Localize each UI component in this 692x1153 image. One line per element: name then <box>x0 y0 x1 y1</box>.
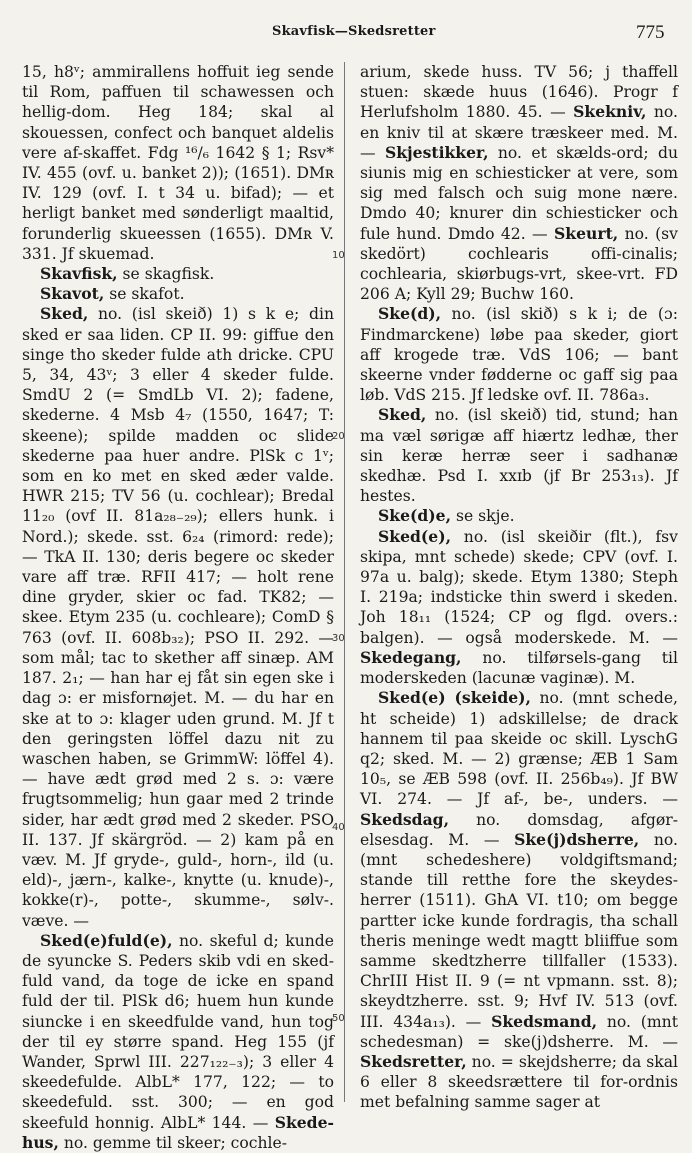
dictionary-entry <box>22 284 334 304</box>
entry-headword: Sked(e)fuld(e), <box>40 930 173 950</box>
dictionary-entry <box>22 931 334 1153</box>
entry-text: no. (mnt schedesman) = ske(j)dsherre. M. — <box>360 1012 678 1051</box>
entry-headword: Skekniv, <box>573 102 647 122</box>
entry-text: no. en kniv til at skære træskeer med. M. — <box>360 103 678 162</box>
line-number-marker: 50 <box>332 1013 345 1024</box>
entry-headword: Skedsdag, <box>360 809 450 829</box>
running-head: Skavfisk—Skedsretter <box>272 24 436 39</box>
entry-text: no. (sv skedört) cochlearis offi-cinalis; cochlearia, skiørbugs-vrt, skee-vrt. FD 206 A; Kyll 29; Buchw 160. <box>360 224 678 304</box>
entry-headword: Skedsretter, <box>360 1051 467 1071</box>
right-column <box>360 62 678 1113</box>
entry-text: se skafot. <box>104 285 185 304</box>
entry-headword: Skavfisk, <box>40 264 118 284</box>
entry-headword: Skjestikker, <box>384 142 489 162</box>
dictionary-entry <box>360 304 678 405</box>
dictionary-entry <box>360 527 678 689</box>
entry-text: no. (mnt schedeshere) voldgiftsmand; stande till retthe fore the skeydes-herrer (1511). GhA VI. t10; om begge partter icke kunde fordragis, tha schall theris meninge wedt magtt bliiffue som samme skedtzherre tillfaller (1533). ChrIII Hist II. 9 (= nt vpmann. sst. 8); skeydtzherre. sst. 9; Hvf IV. 513 (ovf. III. 434a₁₃). — <box>360 830 678 1031</box>
line-number-marker: 40 <box>332 822 345 833</box>
entry-text: no. = skejdsherre; da skal 6 eller 8 skeedsrættere til for-ordnis met befalning samme sager at <box>360 1052 678 1112</box>
entry-headword: Skedegang, <box>360 647 462 667</box>
dictionary-entry <box>360 688 678 1112</box>
entry-headword: Skeurt, <box>554 223 619 243</box>
line-number-marker: 10 <box>332 250 345 261</box>
entry-text: se skje. <box>451 507 515 526</box>
dictionary-entry <box>22 264 334 284</box>
entry-headword: Skede-hus, <box>22 1112 334 1152</box>
entry-text: no. gemme til skeer; cochle- <box>58 1133 288 1152</box>
entry-headword: Ske(d), <box>378 304 442 324</box>
entry-headword: Ske(d)e, <box>378 506 451 526</box>
entry-headword: Skavot, <box>40 284 105 304</box>
entry-text: no. domsdag, afgør-elsesdag. M. — <box>360 810 678 849</box>
line-number-marker: 30 <box>332 633 345 644</box>
entry-text: no. tilførsels-gang til moderskeden (lacunæ vaginæ). M. <box>360 648 678 688</box>
entry-headword: Skedsmand, <box>491 1011 598 1031</box>
entry-text: no. skeful d; kunde de syuncke S. Peders skib vdi en sked-fuld vand, da toge de icke en spand fuld der til. PlSk d6; huem hun kunde siuncke i en skeedfulde vand, hun tog der til ey større spand. Heg 155 (jf Wander, Sprwl III. 227₁₂₂₋₃); 3 eller 4 skeedefulde. AlbL* 177, 122; — to skeedefuld. sst. 300; — en god skeefuld honnig. AlbL* 144. — <box>22 931 334 1132</box>
entry-text: 15, h8ᵛ; ammirallens hoffuit ieg sende til Rom, paffuen til schawessen och hellig-dom. Heg 184; skal al skouessen, confect och banquet aldelis vere af-skaffet. Fdg ¹⁶/₆ 1642 § 1; Rsv* IV. 455 (ovf. u. banket 2)); (1651). DMʀ IV. 129 (ovf. I. t 34 u. bifad); — et herligt banket med sønderligt maaltid, forunderlig skueessen (1655). DMʀ V. 331. Jf skuemad. <box>22 63 334 263</box>
dictionary-entry <box>22 304 334 930</box>
entry-text: no. (mnt schede, ht scheide) 1) adskillelse; de drack hannem til paa skeide oc skill. LyschG q2; sked. M. — 2) grænse; ÆB 1 Sam 10₅, se ÆB 598 (ovf. II. 256b₄₉). Jf BW VI. 274. — Jf af-, be-, unders. — <box>360 689 679 809</box>
dictionary-entry <box>360 405 678 506</box>
entry-text: no. (isl skeið) tid, stund; han ma væl sørigæ aff hiærtz ledhæ, ther sin keræ herræ seer i sadhanæ skedhæ. Psd I. xxɪb (jf Br 253₁₃). Jf hestes. <box>360 406 678 506</box>
column-divider <box>344 62 345 1102</box>
entry-headword: Sked(e) (skeide), <box>378 688 531 708</box>
entry-text: no. (isl skeið) 1) s k e; din sked er saa liden. CP II. 99: giffue den singe tho skeder fulde ath dricke. CPU 5, 34, 43ᵛ; 3 eller 4 skeder fulde. SmdU 2 (= SmdLb VI. 2); fadene, skederne. 4 Msb 4₇ (1550, 1647; T: skeene); spilde madden oc slide skederne paa huer andre. PlSk c 1ᵛ; som en ko met en sked æder valde. HWR 215; TV 56 (u. cochlear); Bredal 11₂₀ (ovf II. 81a₂₈₋₂₉); ellers hunk. i Nord.); skede. sst. 6₂₄ (rimord: rede); — TkA II. 130; deris begere oc skeder vare aff træ. RFII 417; — holt rene dine gryder, skier oc fad. TK82; — skee. Etym 235 (u. cochleare); ComD § 763 (ovf. II. 608b₃₂); PSO II. 292. — som mål; tac to skether aff sinæp. AM 187. 2₁; — han har ej fåt sin egen ske i dag ɔ: er misfornøjet. M. — du har en ske at to ɔ: klager uden grund. M. Jf t den geringsten löffel dazu nit zu waschen haben, se GrimmW: löffel 4). — have ædt grød med 2 s. ɔ: være frugtsommelig; hun gaar med 2 trinde sider, har ædt grød med 2 skeder. PSO II. 137. Jf skärgröd. — 2) kam på en væv. M. Jf gryde-, guld-, horn-, ild (u. eld)-, jærn-, kalke-, knytte (u. knude)-, kokke(r)-, potte-, skumme-, sølv-. væve. — <box>22 305 334 930</box>
entry-headword: Sked(e), <box>378 526 451 546</box>
page-header <box>0 22 692 46</box>
entry-continuation <box>22 62 334 264</box>
line-number-marker: 20 <box>332 431 345 442</box>
page-number: 775 <box>636 22 665 43</box>
entry-headword: Sked, <box>378 405 427 425</box>
left-column <box>22 62 334 1153</box>
entry-text: no. (isl skeiðir (flt.), fsv skipa, mnt schede) skede; CPV (ovf. I. 97a u. balg); skede. Etym 1380; Steph I. 219a; indsticke thin swerd i skeden. Joh 18₁₁ (1524; CP og flgd. overs.: balgen). — også moderskede. M. — <box>360 527 678 647</box>
dictionary-entry <box>360 506 678 526</box>
entry-continuation <box>360 62 678 304</box>
entry-headword: Ske(j)dsherre, <box>514 829 640 849</box>
entry-headword: Sked, <box>40 304 89 324</box>
entry-text: arium, skede huss. TV 56; j thaffell stuen: skæde huus (1646). Progr f Herlufsholm 1880. 45. — <box>360 63 678 122</box>
entry-text: se skagfisk. <box>117 265 215 284</box>
entry-text: no. (isl skið) s k i; de (ɔ: Findmarckene) løbe paa skeder, giort aff krogede træ. VdS 106; — bant skeerne vnder fødderne oc gaff sig paa løb. VdS 215. Jf ledske ovf. II. 786a₃. <box>360 305 678 405</box>
entry-text: no. et skælds-ord; du siunis mig en schiesticker at vere, som sig med falsch och suig mone nære. Dmdo 40; knurer din schiesticker och fule hund. Dmdo 42. — <box>360 143 678 243</box>
